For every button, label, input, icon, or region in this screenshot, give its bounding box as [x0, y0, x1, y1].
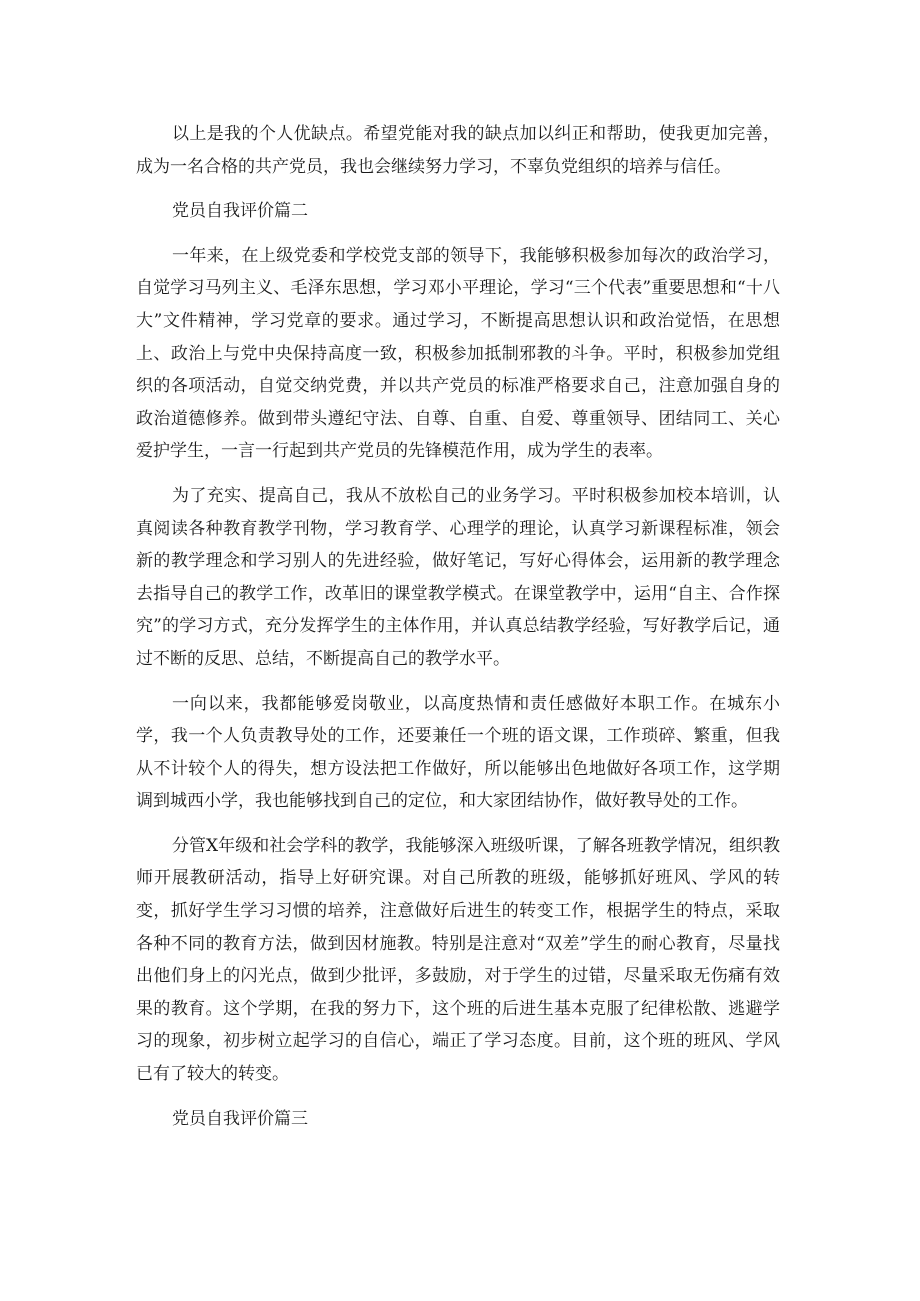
section-heading-part-three: 党员自我评价篇三 [172, 1108, 308, 1129]
paragraph-closing-remarks: 以上是我的个人优缺点。希望党能对我的缺点加以纠正和帮助，使我更加完善，成为一名合格的共产党员，我也会继续努力学习，不辜负党组织的培养与信任。 [136, 124, 780, 177]
section-heading-part-two: 党员自我评价篇二 [172, 201, 308, 222]
paragraph-political-study: 一年来，在上级党委和学校党支部的领导下，我能够积极参加每次的政治学习，自觉学习马列主义、毛泽东思想，学习邓小平理论，学习“三个代表”重要思想和“十八大”文件精神，学习党章的要求。通过学习，不断提高思想认识和政治觉悟，在思想上、政治上与党中央保持高度一致，积极参加抵制邪教的斗争。平时，积极参加党组织的各项活动，自觉交纳党费，并以共产党员的标准严格要求自己，注意加强自身的政治道德修养。做到带头遵纪守法、自尊、自重、自爱、尊重领导、团结同工、关心爱护学生，一言一行起到共产党员的先锋模范作用，成为学生的表率。 [136, 245, 780, 462]
paragraph-dedication: 一向以来，我都能够爱岗敬业，以高度热情和责任感做好本职工作。在城东小学，我一个人负责教导处的工作，还要兼任一个班的语文课，工作琐碎、繁重，但我从不计较个人的得失，想方设法把工作做好，所以能够出色地做好各项工作，这学期调到城西小学，我也能够找到自己的定位，和大家团结协作，做好教导处的工作。 [136, 693, 780, 812]
paragraph-professional-study: 为了充实、提高自己，我从不放松自己的业务学习。平时积极参加校本培训，认真阅读各种教育教学刊物，学习教育学、心理学的理论，认真学习新课程标准，领会新的教学理念和学习别人的先进经验，做好笔记，写好心得体会，运用新的教学理念去指导自己的教学工作，改革旧的课堂教学模式。在课堂教学中，运用“自主、合作探究”的学习方式，充分发挥学生的主体作用，并认真总结教学经验，写好教学后记，通过不断的反思、总结，不断提高自己的教学水平。 [136, 485, 780, 669]
paragraph-grade-management: 分管X年级和社会学科的教学，我能够深入班级听课，了解各班教学情况，组织教师开展教研活动，指导上好研究课。对自己所教的班级，能够抓好班风、学风的转变，抓好学生学习习惯的培养，注意做好后进生的转变工作，根据学生的特点，采取各种不同的教育方法，做到因材施教。特别是注意对“双差”学生的耐心教育，尽量找出他们身上的闪光点，做到少批评，多鼓励，对于学生的过错，尽量采取无伤痛有效果的教育。这个学期，在我的努力下，这个班的后进生基本克服了纪律松散、逃避学习的现象，初步树立起学习的自信心，端正了学习态度。目前，这个班的班风、学风已有了较大的转变。 [136, 835, 780, 1085]
document-body [136, 118, 780, 1147]
